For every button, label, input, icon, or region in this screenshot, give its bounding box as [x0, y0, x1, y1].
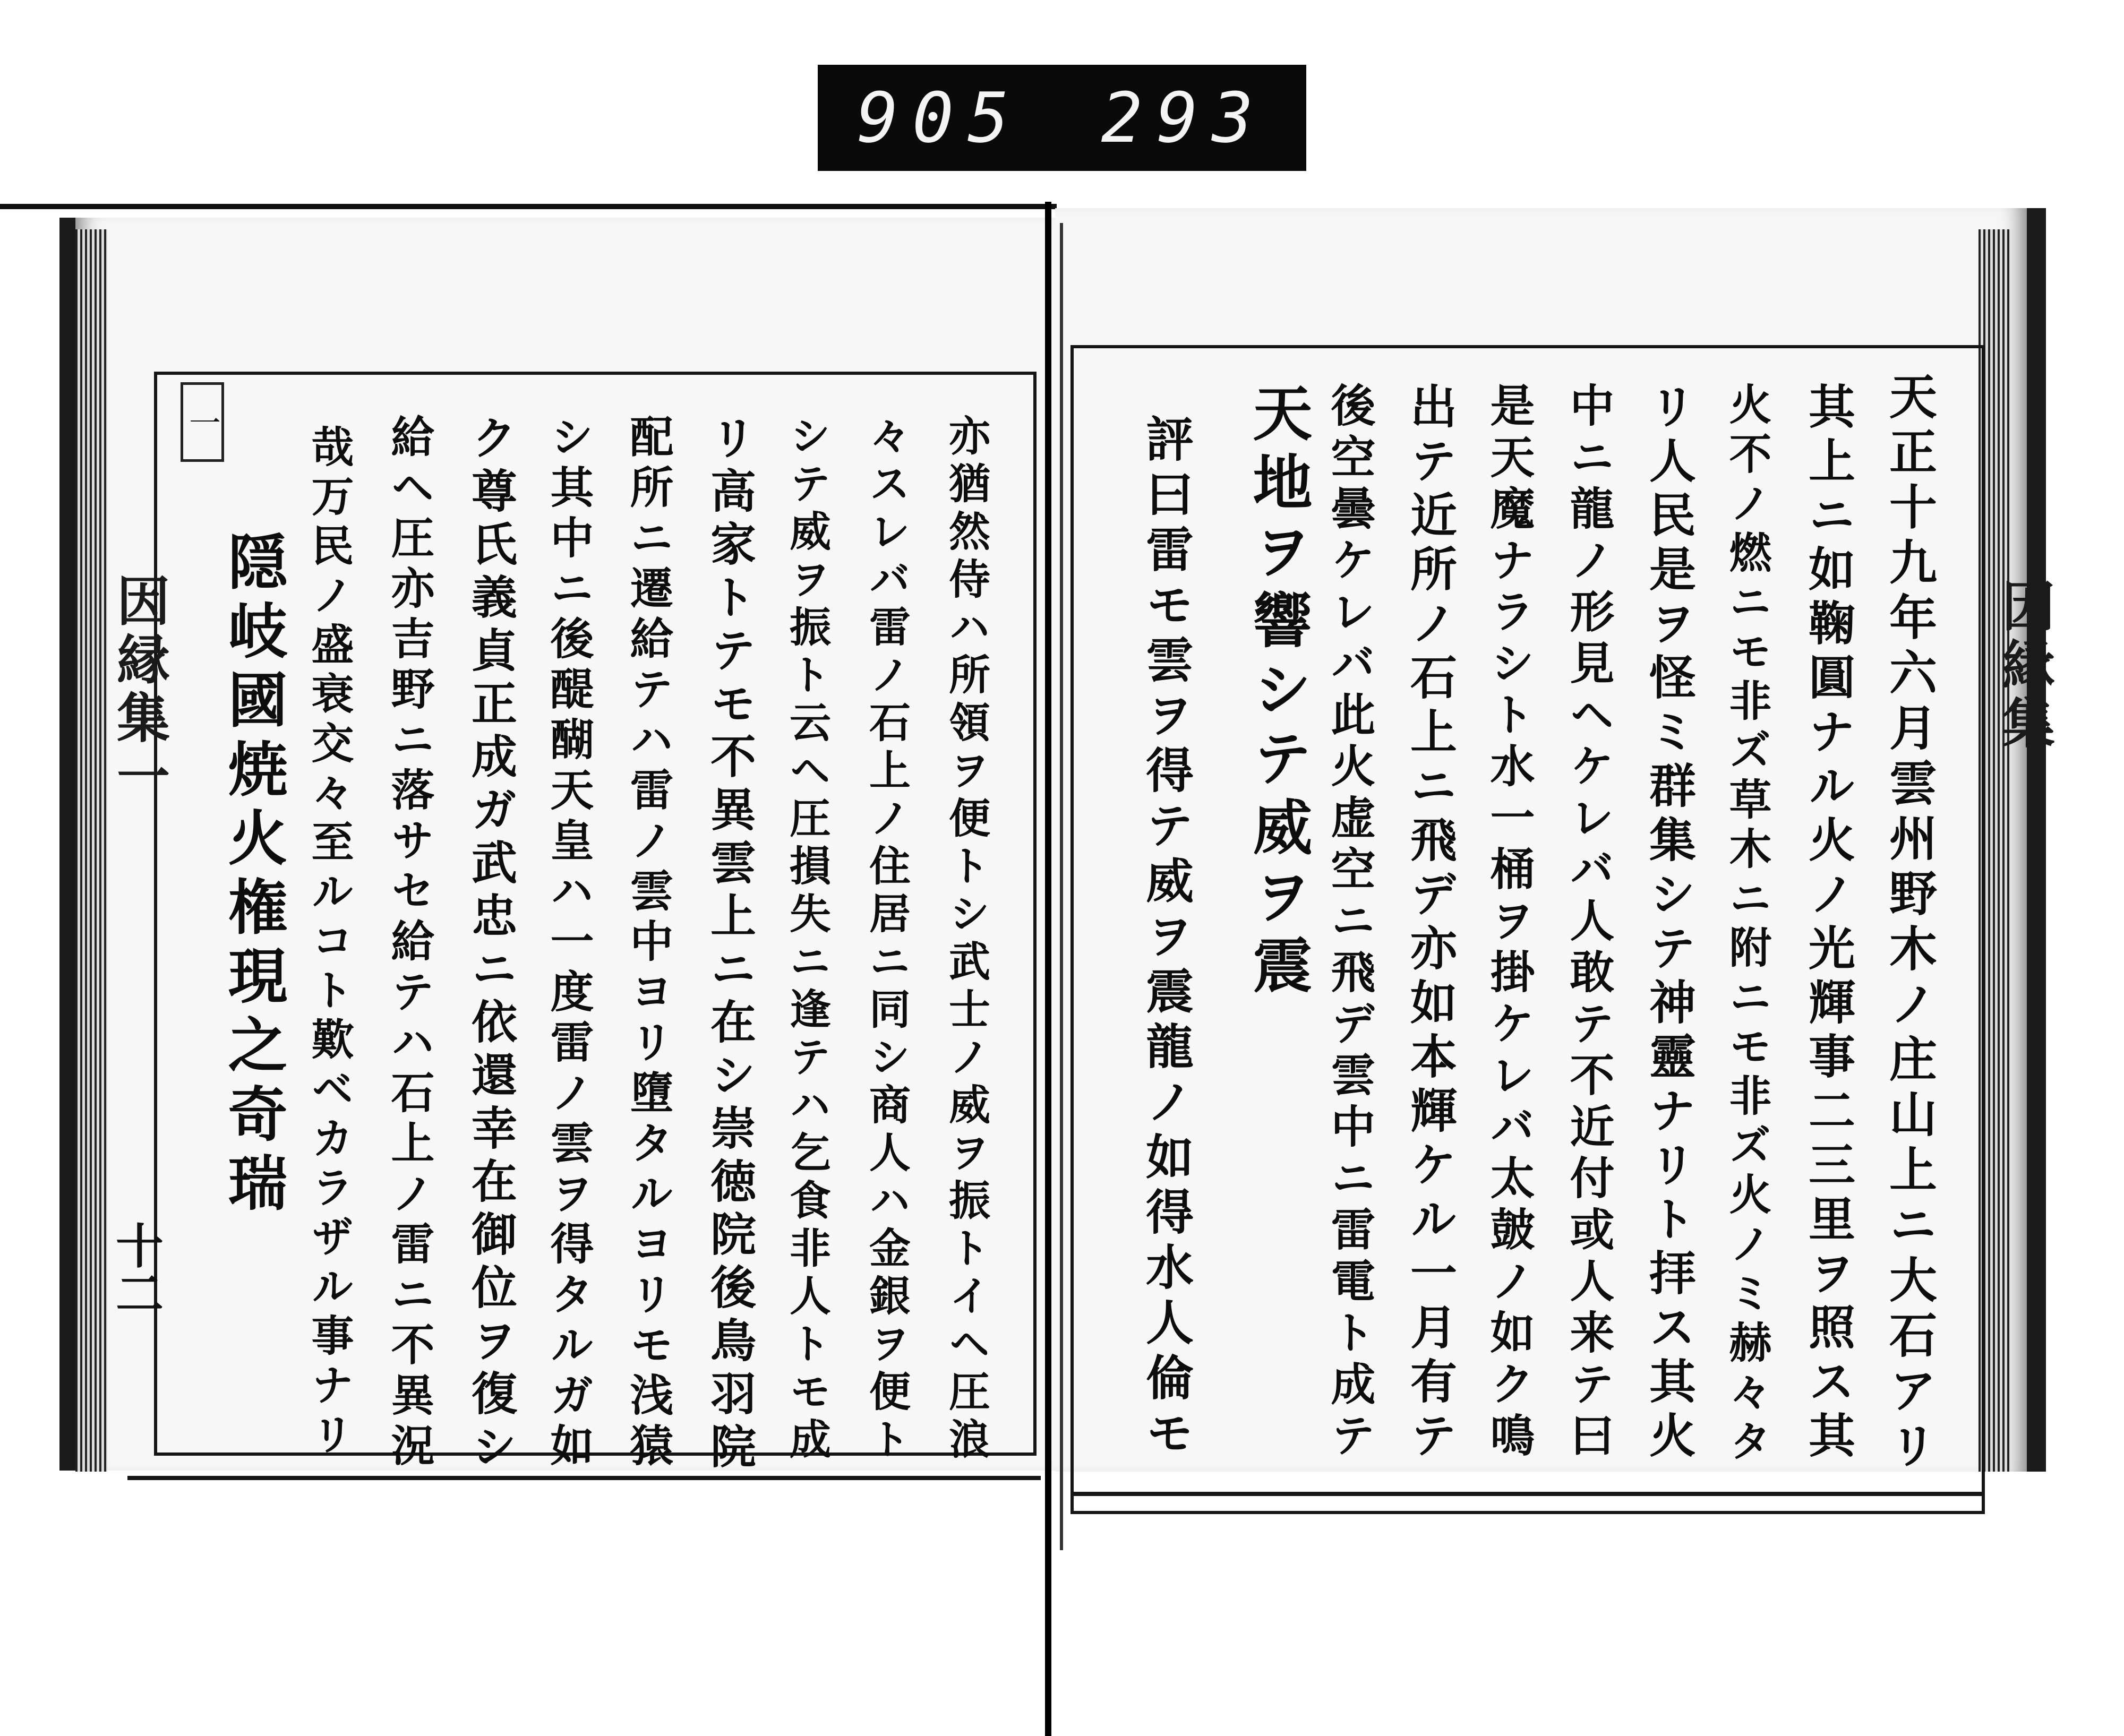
left-frame-bottom-rule: [127, 1476, 1041, 1480]
left-column-7: ク尊氏義貞正成ガ武忠ニ依還幸在御位ヲ復シ: [464, 414, 517, 1476]
right-column-5: 中ニ龍ノ形見ヘケレバ人敢テ不近付或人来テ曰: [1563, 382, 1615, 1464]
left-folio: 十二: [107, 1221, 164, 1317]
right-column-4: リ人民是ヲ怪ミ群集シテ神靈ナリト拝ス其火: [1642, 382, 1697, 1465]
left-column-2: 々スレバ雷ノ石上ノ住居ニ同シ商人ハ金銀ヲ便ト: [862, 414, 911, 1465]
left-column-10: 隠岐國焼火権現之奇瑞: [218, 531, 288, 1221]
right-column-7: 出テ近所ノ石上ニ飛デ亦如本輝ケル一月有テ: [1403, 382, 1458, 1465]
left-column-4: リ高家トテモ不異雲上ニ在シ崇徳院後鳥羽院: [703, 414, 756, 1476]
right-column-6: 是天魔ナラシト水一桶ヲ掛ケレバ太皷ノ如ク鳴: [1483, 382, 1536, 1464]
left-column-8: 給ヘ圧亦吉野ニ落サセ給テハ石上ノ雷ニ不異況: [384, 414, 435, 1473]
left-column-6: シ其中ニ後醍醐天皇ハ一度雷ノ雲ヲ得タルガ如: [543, 414, 594, 1473]
left-column-3: シテ威ヲ振ト云ヘ圧損失ニ逢テハ乞食非人トモ成: [783, 414, 831, 1465]
right-margin-title: 因縁集: [1993, 579, 2056, 754]
book-gutter: [1060, 223, 1063, 1550]
right-column-9: 天地ヲ響シテ威ヲ震: [1243, 382, 1313, 1003]
book-spine: [1045, 202, 1051, 1736]
right-column-8: 後空曇ケレバ此火虚空ニ飛デ雲中ニ雷電ト成テ: [1324, 382, 1376, 1464]
left-margin-title: 因縁集一: [108, 573, 170, 807]
right-column-1: 天正十九年六月雲州野木ノ庄山上ニ大石アリ: [1881, 372, 1937, 1476]
right-frame-bottom-rule: [1070, 1492, 1984, 1496]
left-column-1: 亦猶然侍ハ所領ヲ便トシ武士ノ威ヲ振トイヘ圧浪: [942, 414, 990, 1465]
right-column-3: 火不ノ燃ニモ非ズ草木ニ附ニモ非ズ火ノミ赫々タ: [1722, 382, 1772, 1468]
catalog-number-right: 293: [1101, 78, 1267, 158]
right-column-2: 其上ニ如鞠圓ナル火ノ光輝事二三里ヲ照ス其: [1801, 382, 1856, 1465]
right-column-10: 評曰雷モ雲ヲ得テ威ヲ震龍ノ如得水人倫モ: [1137, 414, 1194, 1463]
left-column-5: 配所ニ遷給テハ雷ノ雲中ヨリ墮タルヨリモ浅猿: [623, 414, 674, 1473]
left-column-9: 哉万民ノ盛衰交々至ルコト歎ベカラザル事ナリ: [304, 425, 354, 1462]
catalog-number-left: 905: [857, 78, 1023, 158]
chapter-tab-mark: 一: [181, 382, 224, 462]
catalog-label: [818, 65, 1306, 171]
